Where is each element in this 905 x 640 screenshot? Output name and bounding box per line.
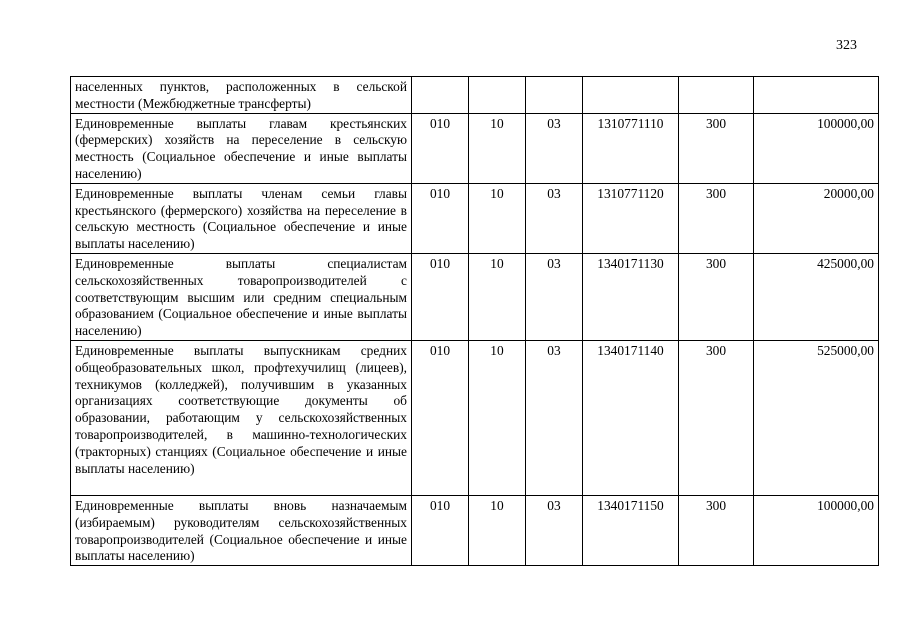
target-article-cell [583, 77, 679, 114]
ministry-code-cell: 010 [412, 495, 469, 565]
budget-table [70, 76, 879, 566]
subsection-code-cell: 03 [526, 183, 583, 253]
ministry-code-cell: 010 [412, 113, 469, 183]
expense-type-cell: 300 [679, 340, 754, 495]
amount-cell [754, 77, 879, 114]
ministry-code-cell: 010 [412, 183, 469, 253]
description-cell: Единовременные выплаты вновь назначаемым (избираемым) руководителям сельскохозяйственных товаропроизводителей (Социальное обеспечение и иные выплаты населению) [71, 495, 412, 565]
section-code-cell: 10 [469, 113, 526, 183]
ministry-code-cell [412, 77, 469, 114]
expense-type-cell: 300 [679, 495, 754, 565]
subsection-code-cell: 03 [526, 113, 583, 183]
target-article-cell: 1310771110 [583, 113, 679, 183]
section-code-cell [469, 77, 526, 114]
target-article-cell: 1340171140 [583, 340, 679, 495]
table-row [71, 113, 879, 183]
section-code-cell: 10 [469, 183, 526, 253]
description-cell: населенных пунктов, расположенных в сельской местности (Межбюджетные трансферты) [71, 77, 412, 114]
section-code-cell: 10 [469, 253, 526, 340]
target-article-cell: 1340171130 [583, 253, 679, 340]
subsection-code-cell: 03 [526, 253, 583, 340]
expense-type-cell: 300 [679, 253, 754, 340]
expense-type-cell [679, 77, 754, 114]
amount-cell: 100000,00 [754, 495, 879, 565]
target-article-cell: 1340171150 [583, 495, 679, 565]
description-cell: Единовременные выплаты специалистам сельскохозяйственных товаропроизводителей с соответствующим высшим или средним специальным образованием (Социальное обеспечение и иные выплаты населению) [71, 253, 412, 340]
description-cell: Единовременные выплаты членам семьи главы крестьянского (фермерского) хозяйства на переселение в сельскую местность (Социальное обеспечение и иные выплаты населению) [71, 183, 412, 253]
section-code-cell: 10 [469, 495, 526, 565]
table-row [71, 495, 879, 565]
amount-cell: 100000,00 [754, 113, 879, 183]
description-cell: Единовременные выплаты выпускникам средних общеобразовательных школ, профтехучилищ (лицеев), техникумов (колледжей), получившим в указанных организациях соответствующие документы об образовании, работающим у сельскохозяйственных товаропроизводителей, в машинно-технологических (тракторных) станциях (Социальное обеспечение и иные выплаты населению) [71, 340, 412, 495]
amount-cell: 20000,00 [754, 183, 879, 253]
subsection-code-cell [526, 77, 583, 114]
subsection-code-cell: 03 [526, 495, 583, 565]
table-row [71, 340, 879, 495]
ministry-code-cell: 010 [412, 340, 469, 495]
page-number: 323 [836, 38, 857, 53]
expense-type-cell: 300 [679, 113, 754, 183]
subsection-code-cell: 03 [526, 340, 583, 495]
target-article-cell: 1310771120 [583, 183, 679, 253]
description-cell: Единовременные выплаты главам крестьянских (фермерских) хозяйств на переселение в сельскую местность (Социальное обеспечение и иные выплаты населению) [71, 113, 412, 183]
amount-cell: 525000,00 [754, 340, 879, 495]
table-row [71, 253, 879, 340]
section-code-cell: 10 [469, 340, 526, 495]
amount-cell: 425000,00 [754, 253, 879, 340]
table-row [71, 77, 879, 114]
ministry-code-cell: 010 [412, 253, 469, 340]
expense-type-cell: 300 [679, 183, 754, 253]
table-row [71, 183, 879, 253]
